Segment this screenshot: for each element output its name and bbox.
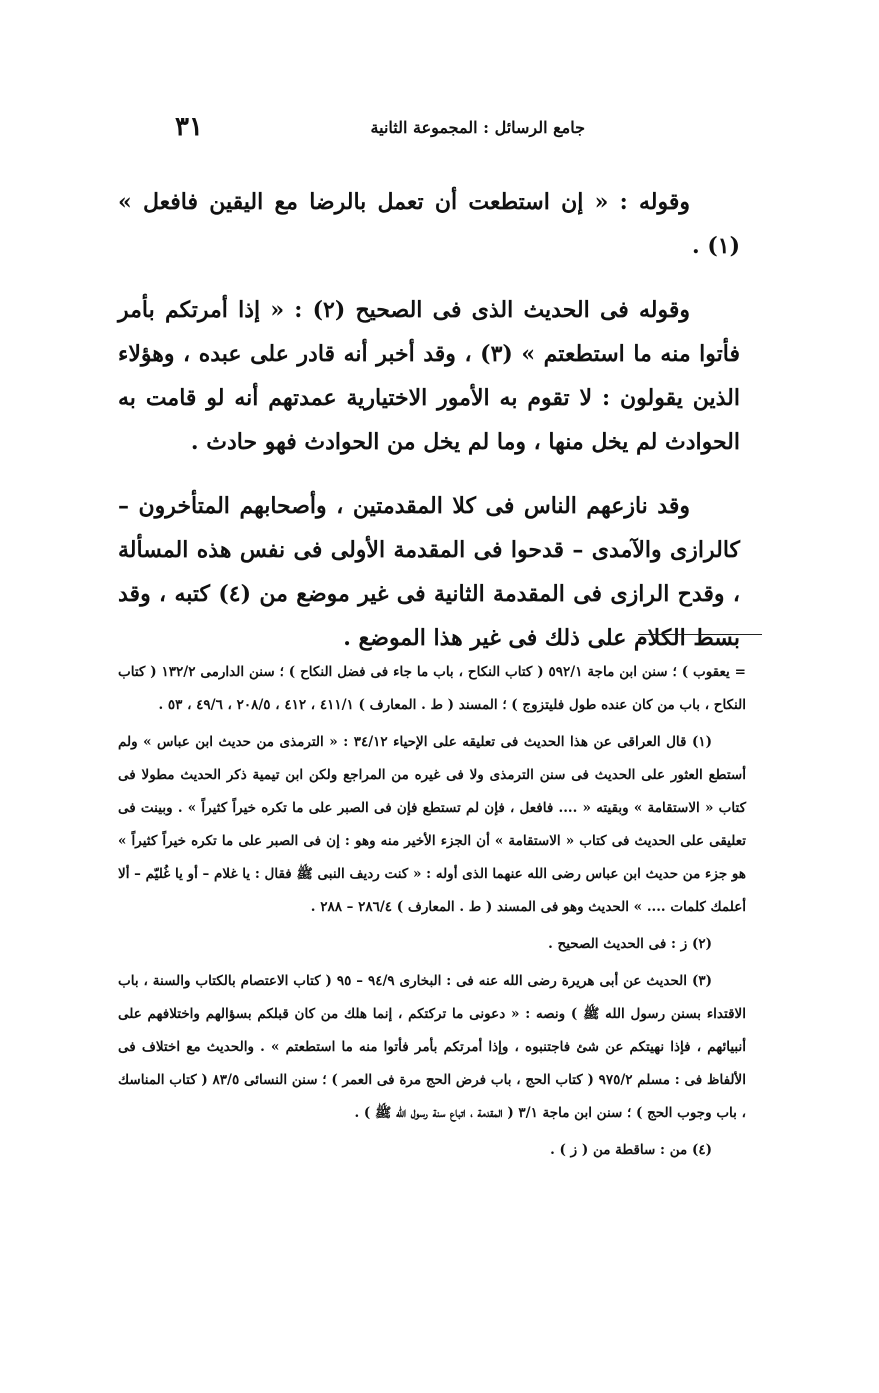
footnote-text: ز : فى الحديث الصحيح . [548,936,688,952]
page-number: ٣١ [175,112,203,142]
footnote-text: قال العراقى عن هذا الحديث فى تعليقه على الإحياء ٣٤/١٢ : « الترمذى من حديث ابن عباس » ولم أستطع العثور على الحديث فى سنن الترمذى ولا فى غيره من المراجع ولكن ابن تيمية ذكر الحديث مطولا فى كتاب « الاستقامة » وبقيته « .... فافعل ، فإن لم تستطع فإن فى الصبر على ما تكره خيراً كثيراً » . وبينت فى تعليقى على الحديث فى كتاب « الاستقامة » أن الجزء الأخير منه وهو : إن فى الصبر على ما تكره خيراً كثيراً » هو جزء من حديث ابن عباس رضى الله عنهما الذى أوله : « كنت رديف النبى ﷺ فقال : يا غلام – أو يا غُليّم – ألا أعلمك كلمات .... » الحديث وهو فى المسند ( ط . المعارف ) ٢٨٦/٤ – ٢٨٨ . [118,734,746,915]
footnote-3 [118,965,746,1130]
footnote-text: من : ساقطة من ( ز ) . [550,1142,688,1158]
footnotes [118,656,746,1171]
footnote-separator [638,634,762,635]
main-text [118,180,740,680]
page-header [145,112,735,148]
paragraph: وقوله : « إن استطعت أن تعمل بالرضا مع اليقين فافعل » (١) . [118,189,740,259]
footnote-number: (١) [691,734,712,750]
footnote-4 [118,1134,746,1167]
footnote-text: الحديث عن أبى هريرة رضى الله عنه فى : البخارى ٩٤/٩ – ٩٥ ( كتاب الاعتصام بالكتاب والسنة ، باب الاقتداء بسنن رسول الله ﷺ ) ونصه : « دعونى ما تركتكم ، إنما هلك من كان قبلكم بسؤالهم واختلافهم على أنبيائهم ، فإذا نهيتكم عن شئ فاجتنبوه ، وإذا أمرتكم بأمر فأتوا منه ما استطعتم » . والحديث مع اختلاف فى الألفاظ فى : مسلم ٩٧٥/٢ ( كتاب الحج ، باب فرض الحج مرة فى العمر ) ؛ سنن النسائى ٨٣/٥ ( كتاب المناسك ، باب وجوب الحج ) ؛ سنن ابن ماجة ٣/١ ( المقدمة ، اتباع سنة رسول الله ﷺ ) . [118,973,746,1121]
footnote-2 [118,928,746,961]
footnote-continuation: = يعقوب ) ؛ سنن ابن ماجة ٥٩٢/١ ( كتاب النكاح ، باب ما جاء فى فضل النكاح ) ؛ سنن الدارمى ١٣٢/٢ ( كتاب النكاح ، باب من كان عنده طول فليتزوج ) ؛ المسند ( ط . المعارف ) ٤١١/١ ، ٤١٢ ، ٢٠٨/٥ ، ٤٩/٦ ، ٥٣ . [118,664,746,713]
paragraph: وقوله فى الحديث الذى فى الصحيح (٢) : « إذا أمرتكم بأمر فأتوا منه ما استطعتم » (٣) ، وقد أخبر أنه قادر على عبده ، وهؤلاء الذين يقولون : لا تقوم به الأمور الاختيارية عمدتهم أنه لو قامت به الحوادث لم يخل منها ، وما لم يخل من الحوادث فهو حادث . [118,297,740,455]
footnote-number: (٣) [691,973,713,989]
footnote-1 [118,726,746,924]
running-title: جامع الرسائل : المجموعة الثانية [370,118,585,137]
paragraph: وقد نازعهم الناس فى كلا المقدمتين ، وأصحابهم المتأخرون – كالرازى والآمدى – قدحوا فى المقدمة الأولى فى نفس هذه المسألة ، وقدح الرازى فى المقدمة الثانية فى غير موضع من (٤) كتبه ، وقد بسط الكلام على ذلك فى غير هذا الموضع . [118,493,740,651]
footnote-number: (٢) [691,936,712,952]
footnote-number: (٤) [691,1142,712,1158]
